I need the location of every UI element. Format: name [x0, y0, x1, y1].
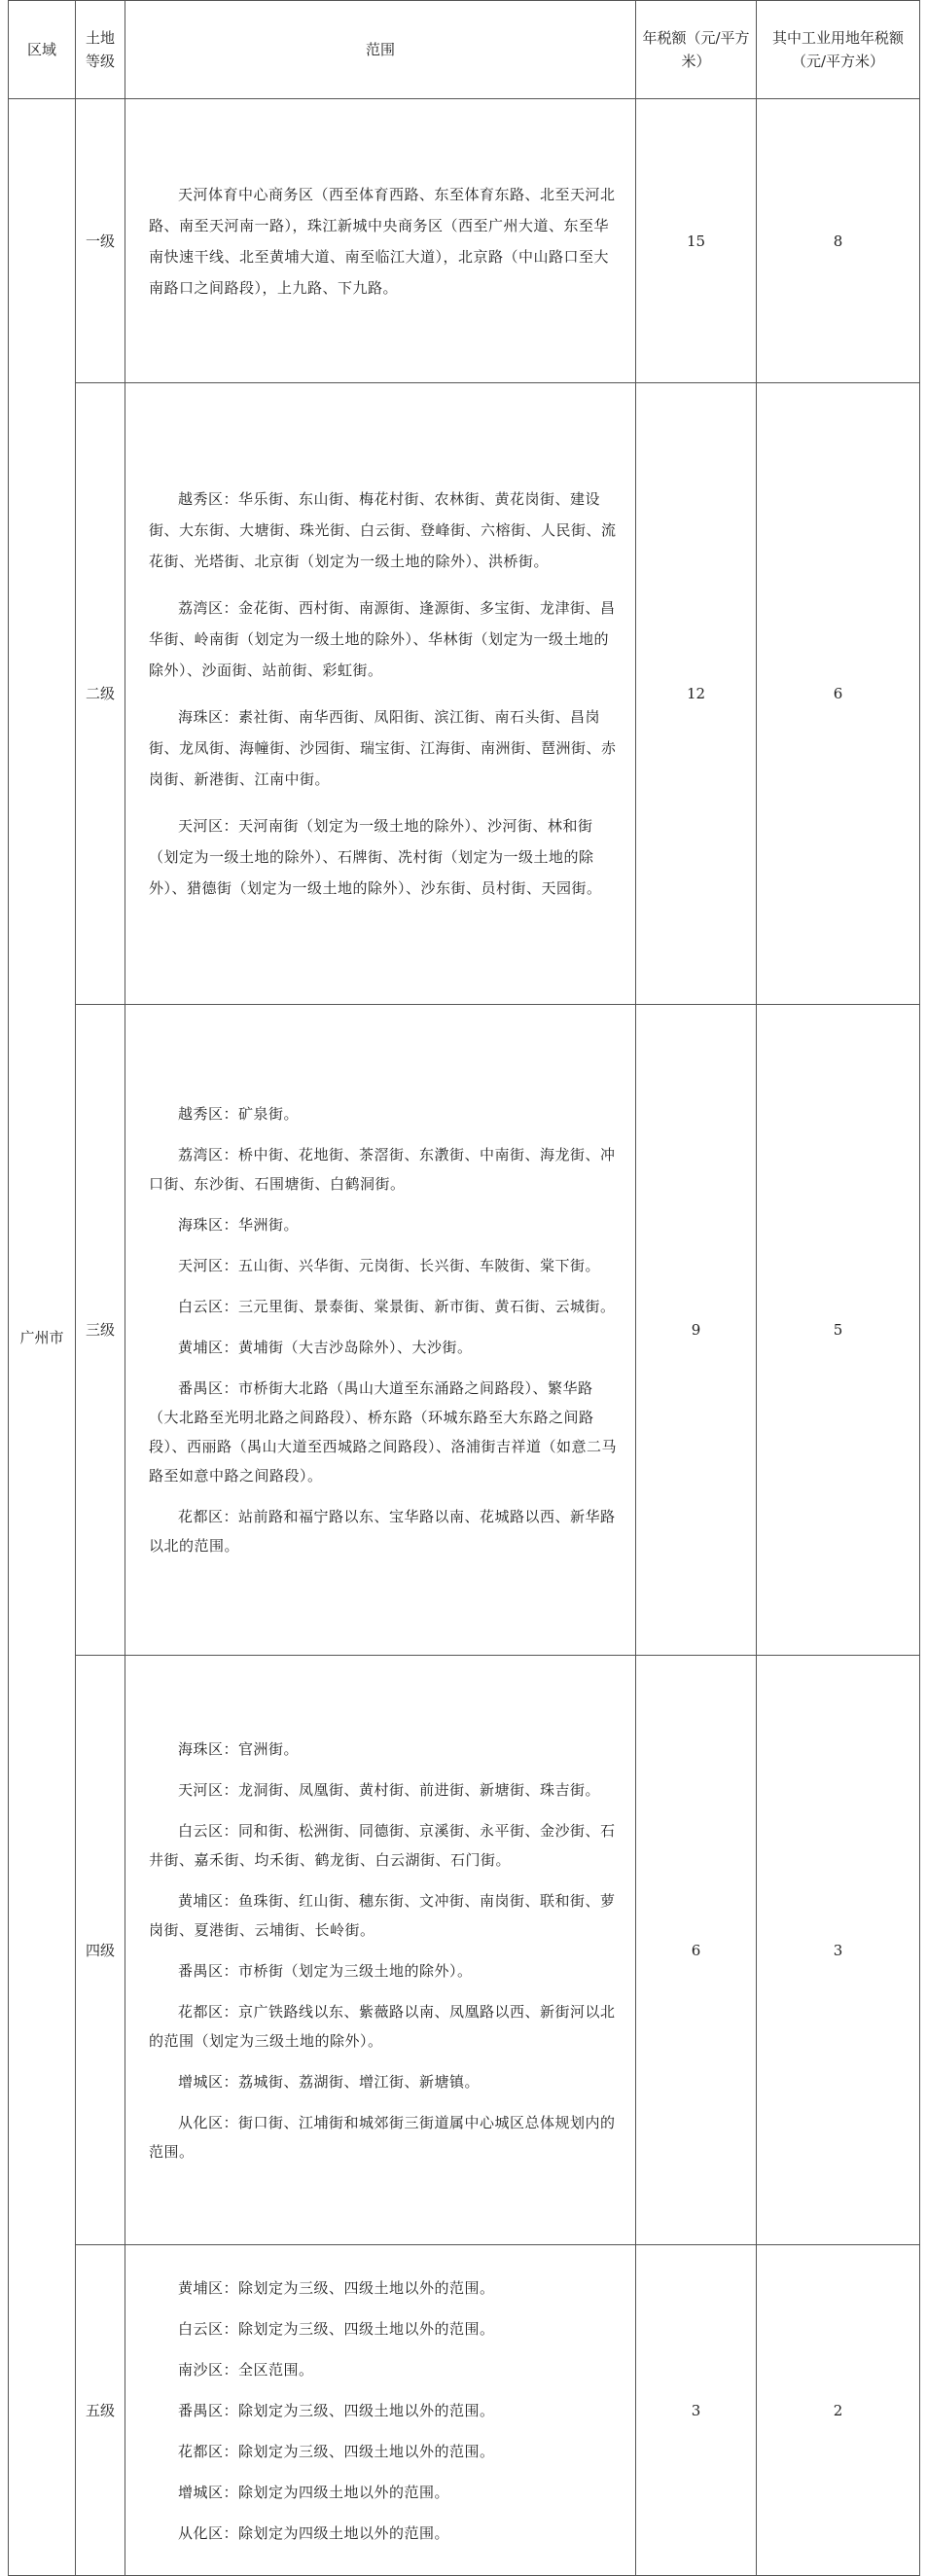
scope-paragraph: 番禺区：除划定为三级、四级土地以外的范围。	[178, 2401, 495, 2419]
scope-paragraph: 增城区：除划定为四级土地以外的范围。	[178, 2483, 450, 2501]
industrial-rate-cell: 8	[757, 99, 920, 383]
scope-paragraph: 天河区：天河南街（划定为一级土地的除外）、沙河街、林和街（划定为一级土地的除外）、石牌街、冼村街（划定为一级土地的除外）、猎德街（划定为一级土地的除外）、沙东街、员村街、天园街。	[149, 817, 602, 897]
scope-cell	[125, 1005, 636, 1656]
scope-paragraph: 天河区：五山街、兴华街、元岗街、长兴街、车陂街、棠下街。	[178, 1257, 601, 1274]
header-grade: 土地等级	[76, 1, 125, 99]
scope-paragraph: 番禺区：市桥街大北路（禺山大道至东涌路之间路段）、繁华路（大北路至光明北路之间路段）、桥东路（环城东路至大东路之间路段）、西丽路（禺山大道至西城路之间路段）、洛浦街吉祥道（如意二马路至如意中路之间路段）。	[149, 1379, 618, 1485]
rate-cell: 6	[636, 1656, 757, 2245]
table-row	[9, 1656, 920, 2245]
grade-cell: 五级	[76, 2245, 125, 2576]
scope-paragraph: 白云区：除划定为三级、四级土地以外的范围。	[178, 2319, 495, 2338]
scope-cell	[125, 1656, 636, 2245]
scope-paragraph: 增城区：荔城街、荔湖街、增江街、新塘镇。	[178, 2072, 481, 2091]
industrial-rate-cell: 6	[757, 383, 920, 1005]
header-scope: 范围	[125, 1, 636, 99]
rate-cell: 9	[636, 1005, 757, 1656]
area-cell: 广州市	[9, 99, 76, 2576]
scope-paragraph: 花都区：除划定为三级、四级土地以外的范围。	[178, 2442, 495, 2460]
scope-cell	[125, 99, 636, 383]
scope-paragraph: 天河区：龙洞街、凤凰街、黄村街、前进街、新塘街、珠吉街。	[178, 1780, 601, 1799]
rate-cell: 12	[636, 383, 757, 1005]
scope-paragraph: 黄埔区：除划定为三级、四级土地以外的范围。	[178, 2278, 495, 2297]
scope-paragraph: 越秀区：华乐街、东山街、梅花村街、农林街、黄花岗街、建设街、大东街、大塘街、珠光街、白云街、登峰街、六榕街、人民街、流花街、光塔街、北京街（划定为一级土地的除外）、洪桥街。	[149, 490, 617, 570]
scope-paragraph: 荔湾区：金花街、西村街、南源街、逢源街、多宝街、龙津街、昌华街、岭南街（划定为一级土地的除外）、华林街（划定为一级土地的除外）、沙面街、站前街、彩虹街。	[149, 599, 616, 679]
scope-paragraph: 从化区：街口街、江埔街和城郊街三街道属中心城区总体规划内的范围。	[149, 2113, 616, 2161]
scope-cell	[125, 2245, 636, 2576]
scope-paragraph: 番禺区：市桥街（划定为三级土地的除外）。	[178, 1961, 473, 1980]
scope-paragraph: 海珠区：素社街、南华西街、凤阳街、滨江街、南石头街、昌岗街、龙凤街、海幢街、沙园街、瑞宝街、江海街、南洲街、琶洲街、赤岗街、新港街、江南中街。	[149, 708, 617, 788]
industrial-rate-cell: 5	[757, 1005, 920, 1656]
scope-paragraph: 黄埔区：鱼珠街、红山街、穗东街、文冲街、南岗街、联和街、萝岗街、夏港街、云埔街、长岭街。	[149, 1891, 616, 1939]
header-area: 区域	[9, 1, 76, 99]
scope-paragraph: 海珠区：官洲街。	[178, 1739, 300, 1758]
table-row	[9, 383, 920, 1005]
scope-paragraph: 从化区：除划定为四级土地以外的范围。	[178, 2523, 450, 2542]
table-row	[9, 2245, 920, 2576]
industrial-rate-cell: 3	[757, 1656, 920, 2245]
grade-cell: 一级	[76, 99, 125, 383]
header-industrial-rate: 其中工业用地年税额（元/平方米）	[757, 1, 920, 99]
scope-paragraph: 荔湾区：桥中街、花地街、茶滘街、东漖街、中南街、海龙街、冲口街、东沙街、石围塘街、白鹤洞街。	[149, 1146, 616, 1193]
table-row	[9, 99, 920, 383]
rate-cell: 15	[636, 99, 757, 383]
table-row	[9, 1005, 920, 1656]
rate-cell: 3	[636, 2245, 757, 2576]
scope-paragraph: 白云区：同和街、松洲街、同德街、京溪街、永平街、金沙街、石井街、嘉禾街、均禾街、鹤龙街、白云湖街、石门街。	[149, 1821, 616, 1869]
scope-cell	[125, 383, 636, 1005]
grade-cell: 二级	[76, 383, 125, 1005]
industrial-rate-cell: 2	[757, 2245, 920, 2576]
table-header	[9, 1, 920, 99]
scope-paragraph: 花都区：站前路和福宁路以东、宝华路以南、花城路以西、新华路以北的范围。	[149, 1508, 616, 1555]
header-rate: 年税额（元/平方米）	[636, 1, 757, 99]
land-tax-table	[8, 0, 920, 2576]
scope-paragraph: 黄埔区：黄埔街（大吉沙岛除外）、大沙街。	[178, 1339, 473, 1356]
scope-paragraph: 南沙区：全区范围。	[178, 2360, 314, 2379]
scope-paragraph: 天河体育中心商务区（西至体育西路、东至体育东路、北至天河北路、南至天河南一路），珠江新城中央商务区（西至广州大道、东至华南快速干线、北至黄埔大道、南至临江大道），北京路（中山路口至大南路口之间路段），上九路、下九路。	[149, 185, 616, 297]
grade-cell: 四级	[76, 1656, 125, 2245]
grade-cell: 三级	[76, 1005, 125, 1656]
scope-paragraph: 海珠区：华洲街。	[178, 1216, 300, 1234]
scope-paragraph: 白云区：三元里街、景泰街、棠景街、新市街、黄石街、云城街。	[178, 1298, 616, 1315]
scope-paragraph: 花都区：京广铁路线以东、紫薇路以南、凤凰路以西、新街河以北的范围（划定为三级土地的除外）。	[149, 2002, 616, 2050]
scope-paragraph: 越秀区：矿泉街。	[178, 1105, 300, 1123]
